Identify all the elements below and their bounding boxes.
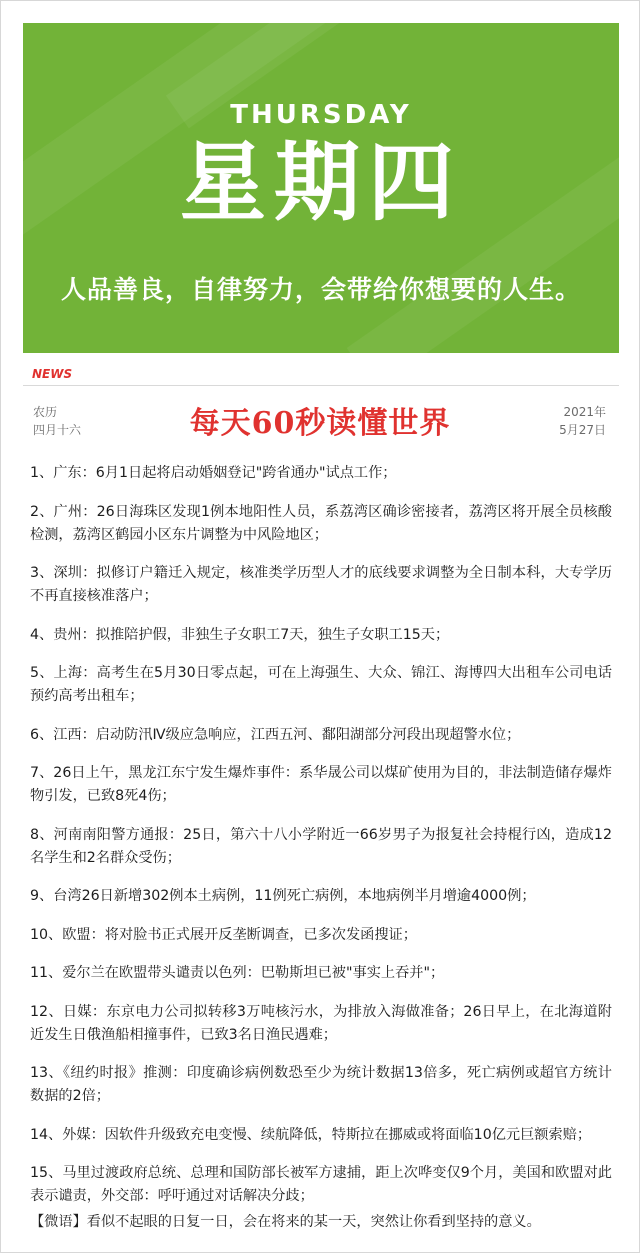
date-year: 2021年: [563, 405, 606, 419]
list-item: 11、爱尔兰在欧盟带头谴责以色列：巴勒斯坦已被"事实上吞并"；: [30, 965, 445, 981]
divider: [23, 385, 619, 386]
list-item: 4、贵州：拟推陪护假，非独生子女职工7天，独生子女职工15天；: [30, 626, 450, 643]
list-item: 7、26日上午，黑龙江东宁发生爆炸事件：系华晟公司以煤矿使用为目的，非法制造储存爆炸物引发，已致8死4伤；: [30, 765, 612, 804]
news-tag: NEWS: [32, 367, 73, 381]
weekday-chinese: 星期四: [180, 133, 462, 233]
weekday-english: THURSDAY: [230, 100, 412, 130]
news-list: [30, 462, 612, 1224]
list-item: 14、外媒：因软件升级致充电变慢、续航降低，特斯拉在挪威或将面临10亿元巨额索赔；: [30, 1126, 592, 1143]
list-item: 6、江西：启动防汛Ⅳ级应急响应，江西五河、鄱阳湖部分河段出现超警水位；: [30, 726, 521, 743]
daily-quote: 【微语】看似不起眼的日复一日，会在将来的某一天，突然让你看到坚持的意义。: [30, 1214, 541, 1230]
list-item: 15、马里过渡政府总统、总理和国防部长被军方逮捕，距上次哗变仅9个月，美国和欧盟对此表示谴责，外交部：呼吁通过对话解决分歧；: [30, 1165, 612, 1204]
list-item: 9、台湾26日新增302例本土病例，11例死亡病例，本地病例半月增逾4000例；: [30, 888, 536, 904]
lunar-label: 农历: [33, 405, 58, 419]
list-item: 1、广东：6月1日起将启动婚姻登记"跨省通办"试点工作；: [30, 465, 397, 481]
banner-motto: 人品善良，自律努力，会带给你想要的人生。: [60, 275, 581, 304]
date-day: 5月27日: [559, 423, 606, 437]
list-item: 2、广州：26日海珠区发现1例本地阳性人员，系荔湾区确诊密接者，荔湾区将开展全员核酸检测，荔湾区鹤园小区东片调整为中风险地区；: [30, 503, 612, 543]
list-item: 5、上海：高考生在5月30日零点起，可在上海强生、大众、锦江、海博四大出租车公司电话预约高考出租车；: [30, 665, 612, 704]
list-item: 8、河南南阳警方通报：25日，第六十八小学附近一66岁男子为报复社会持棍行凶，造成12名学生和2名群众受伤；: [30, 826, 612, 866]
list-item: 12、日媒：东京电力公司拟转移3万吨核污水，为排放入海做准备；26日早上，在北海道附近发生日俄渔船相撞事件，已致3名日渔民遇难；: [30, 1003, 612, 1043]
page-title: 每天60秒读懂世界: [189, 406, 451, 441]
list-item: 13、《纽约时报》推测：印度确诊病例数恐至少为统计数据13倍多，死亡病例或超官方统计数据的2倍；: [30, 1065, 612, 1104]
publish-date: [559, 403, 606, 439]
list-item: 3、深圳：拟修订户籍迁入规定，核准类学历型人才的底线要求调整为全日制本科，大专学历不再直接核准落户；: [30, 565, 612, 604]
header-banner: [23, 23, 619, 353]
list-item: 10、欧盟：将对脸书正式展开反垄断调查，已多次发函搜证；: [30, 926, 417, 943]
lunar-day: 四月十六: [33, 423, 82, 437]
